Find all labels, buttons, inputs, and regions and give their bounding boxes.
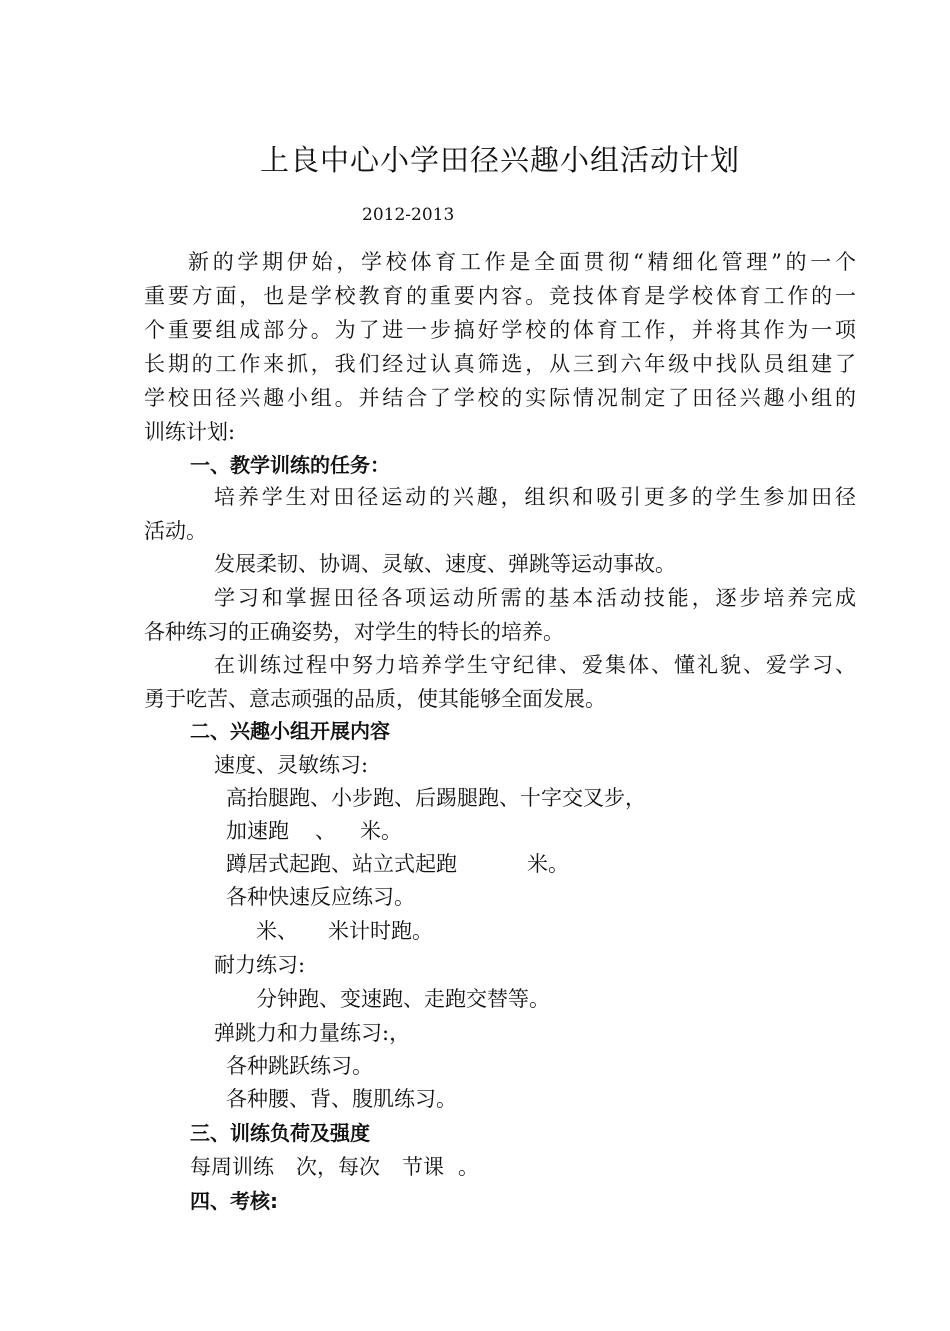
intro-line: 学校田径兴趣小组。并结合了学校的实际情况制定了田径兴趣小组的 (144, 386, 856, 410)
load-text-part: 每周训练 (190, 1155, 274, 1179)
speed-item (226, 847, 569, 881)
section-heading-assessment: 四、考核: (190, 1189, 278, 1213)
endurance-item: 分钟跑、变速跑、走跑交替等。 (256, 987, 550, 1011)
load-text-part: 。 (458, 1155, 479, 1179)
endurance-label: 耐力练习: (214, 953, 306, 977)
paragraph-line: 活动。 (144, 519, 207, 543)
speed-item-text: 米计时跑。 (328, 919, 433, 943)
jump-label: 弹跳力和力量练习:， (214, 1021, 411, 1045)
load-text-part: 次，每次 (296, 1155, 380, 1179)
tasks-paragraph-3 (144, 581, 856, 649)
intro-paragraph (144, 245, 856, 449)
intro-line: 训练计划: (144, 420, 236, 444)
speed-item-text: 米。 (527, 852, 569, 876)
tasks-paragraph-4 (144, 648, 856, 716)
school-year-subtitle (362, 205, 454, 225)
speed-item-text: 米。 (360, 819, 402, 843)
section-heading-content: 二、兴趣小组开展内容 (190, 719, 390, 743)
speed-item (226, 814, 402, 848)
paragraph-line: 各种练习的正确姿势，对学生的特长的培养。 (144, 620, 564, 644)
paragraph-line: 勇于吃苦、意志顽强的品质，使其能够全面发展。 (144, 687, 606, 711)
paragraph-line: 培养学生对田径运动的兴趣，组织和吸引更多的学生参加田径 (214, 485, 856, 509)
speed-item-text: 加速跑 (226, 819, 289, 843)
intro-line: 个重要组成部分。为了进一步搞好学校的体育工作，并将其作为一项 (144, 318, 856, 342)
jump-item: 各种腰、背、腹肌练习。 (226, 1087, 457, 1111)
load-text (190, 1150, 479, 1184)
speed-item (256, 914, 433, 948)
speed-item-text: 米、 (256, 919, 298, 943)
intro-line: 长期的工作来抓，我们经过认真筛选，从三到六年级中找队员组建了 (144, 352, 856, 376)
jump-item: 各种跳跃练习。 (226, 1054, 373, 1078)
paragraph-line: 在训练过程中努力培养学生守纪律、爱集体、懂礼貌、爱学习、 (214, 653, 856, 677)
school-year-text: 2012-2013 (362, 205, 455, 225)
speed-item: 各种快速反应练习。 (226, 885, 415, 909)
section-heading-load: 三、训练负荷及强度 (190, 1121, 370, 1145)
paragraph-line: 学习和掌握田径各项运动所需的基本活动技能，逐步培养完成 (214, 586, 856, 610)
speed-item-text: 、 (315, 819, 336, 843)
speed-item: 高抬腿跑、小步跑、后踢腿跑、十字交叉步， (226, 786, 646, 810)
speed-item-text: 蹲居式起跑、站立式起跑 (226, 852, 457, 876)
intro-line: 重要方面，也是学校教育的重要内容。竞技体育是学校体育工作的一 (144, 284, 856, 308)
page-title: 上良中心小学田径兴趣小组活动计划 (259, 143, 740, 177)
tasks-paragraph-2: 发展柔韧、协调、灵敏、速度、弹跳等运动事故。 (214, 552, 676, 576)
load-text-part: 节课 (402, 1155, 444, 1179)
section-heading-tasks: 一、教学训练的任务： (190, 453, 390, 477)
intro-line: 新的学期伊始，学校体育工作是全面贯彻“精细化管理”的一个 (188, 250, 856, 274)
tasks-paragraph-1 (144, 480, 856, 548)
speed-label: 速度、灵敏练习: (214, 753, 369, 777)
